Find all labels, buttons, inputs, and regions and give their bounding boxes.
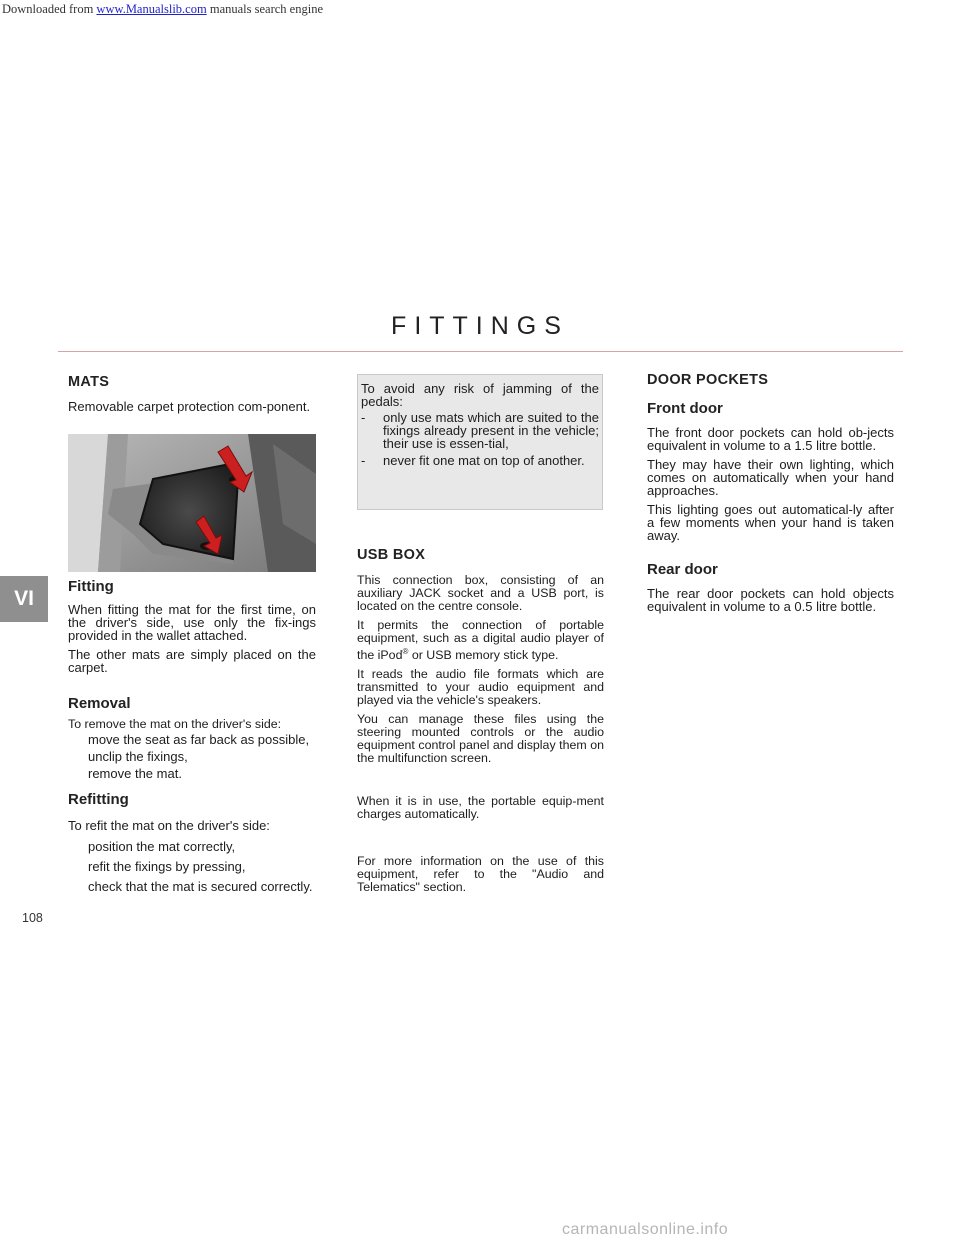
front-door-text-3: This lighting goes out automatical-ly after a few moments when your hand is taken away.	[647, 502, 894, 543]
fitting-section	[68, 580, 316, 680]
fitting-text-1: When fitting the mat for the first time, on the driver's side, use only the fix-ings provided in the wallet attached.	[68, 602, 316, 643]
page-title: FITTINGS	[391, 312, 569, 340]
bullet-icon	[68, 750, 88, 763]
rear-door-heading: Rear door	[647, 561, 718, 578]
mat-photo	[68, 434, 316, 572]
watermark: carmanualsonline.info	[562, 1221, 729, 1238]
usb-heading: USB BOX	[357, 547, 426, 563]
bullet-icon	[68, 840, 88, 853]
usb-text-3: It reads the audio file formats which are transmitted to your audio equipment and played via the vehicle's speakers.	[357, 667, 604, 708]
list-item: position the mat correctly,	[68, 840, 316, 853]
manualslib-link[interactable]: www.Manualslib.com	[96, 2, 207, 16]
usb-text-6: For more information on the use of this equipment, refer to the "Audio and Telematics" section.	[357, 854, 604, 895]
bullet-icon	[68, 860, 88, 873]
header-prefix: Downloaded from	[2, 2, 97, 16]
refitting-lead: To refit the mat on the driver's side:	[68, 818, 270, 833]
list-item: - never fit one mat on top of another.	[361, 453, 585, 468]
front-door-text-2: They may have their own lighting, which comes on automatically when your hand approaches.	[647, 457, 894, 498]
title-divider	[58, 351, 903, 352]
fitting-text-2: The other mats are simply placed on the carpet.	[68, 647, 316, 675]
bullet-icon	[68, 767, 88, 780]
fitting-heading: Fitting	[68, 578, 114, 595]
list-item: - only use mats which are suited to the fixings already present in the vehicle; their use is essen-tial,	[361, 410, 599, 451]
mat-illustration	[68, 434, 316, 572]
list-item: remove the mat.	[68, 767, 316, 780]
front-door-text-1: The front door pockets can hold ob-jects equivalent in volume to a 1.5 litre bottle.	[647, 425, 894, 453]
bullet-icon	[68, 880, 88, 893]
door-pockets-heading: DOOR POCKETS	[647, 372, 769, 388]
front-door-heading: Front door	[647, 400, 723, 417]
usb-text-1: This connection box, consisting of an auxiliary JACK socket and a USB port, is located on the centre console.	[357, 573, 604, 613]
refitting-section	[68, 793, 316, 897]
note-lead: To avoid any risk of jamming of the pedals:	[361, 381, 599, 409]
header-suffix: manuals search engine	[206, 2, 323, 16]
removal-lead: To remove the mat on the driver's side:	[68, 717, 282, 731]
rear-door-text: The rear door pockets can hold objects equivalent in volume to a 0.5 litre bottle.	[647, 586, 894, 614]
usb-box-section	[357, 549, 604, 900]
refitting-heading: Refitting	[68, 791, 129, 808]
list-item: refit the fixings by pressing,	[68, 860, 316, 873]
usb-text-2: It permits the connection of portable equipment, such as a digital audio player of the iPod® or USB memory stick type.	[357, 618, 604, 663]
removal-section	[68, 697, 316, 784]
list-item: move the seat as far back as possible,	[68, 733, 316, 746]
mats-intro: Removable carpet protection com-ponent.	[68, 399, 311, 414]
bullet-icon	[68, 733, 88, 746]
download-header	[2, 2, 323, 17]
list-item: check that the mat is secured correctly.	[68, 880, 316, 893]
usb-text-4: You can manage these files using the steering mounted controls or the audio equipment control panel and display them on the multifunction screen.	[357, 712, 604, 766]
page-number: 108	[22, 911, 43, 925]
section-tab: VI	[0, 576, 48, 622]
list-item: unclip the fixings,	[68, 750, 316, 763]
usb-text-5: When it is in use, the portable equip-ment charges automatically.	[357, 794, 604, 822]
removal-heading: Removal	[68, 695, 131, 712]
warning-note	[357, 374, 603, 510]
mats-heading: MATS	[68, 374, 110, 390]
mats-intro-block	[68, 376, 316, 419]
door-pockets-section	[647, 374, 894, 619]
